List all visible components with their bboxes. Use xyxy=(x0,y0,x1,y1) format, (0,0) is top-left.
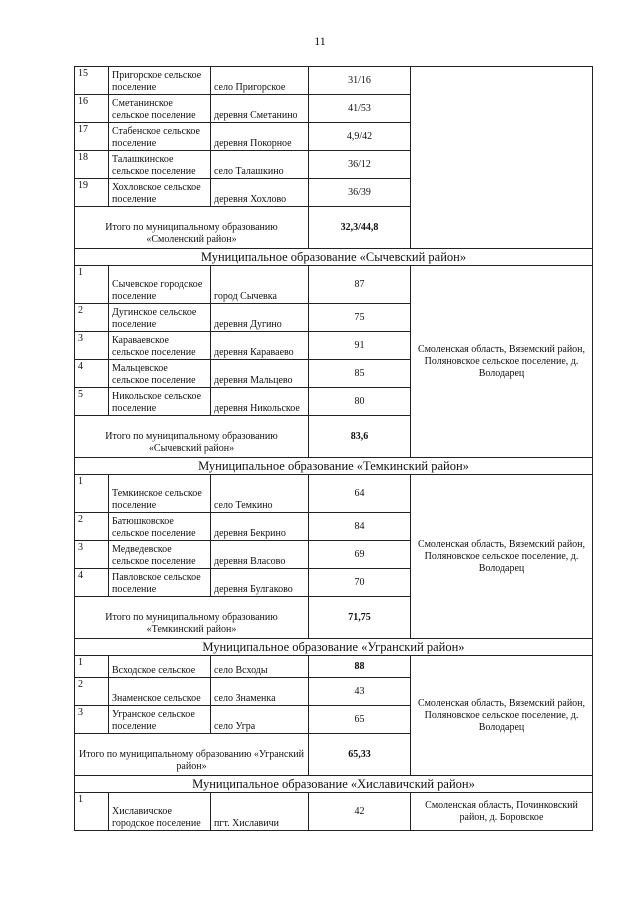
settlement-center: село Пригорское xyxy=(211,67,309,95)
settlement-center: город Сычевка xyxy=(211,266,309,304)
settlement-name: Хохловское сельское поселение xyxy=(109,179,211,207)
settlement-name: Дугинское сельское поселение xyxy=(109,304,211,332)
settlement-center: деревня Покорное xyxy=(211,123,309,151)
settlement-name: Павловское сельское поселение xyxy=(109,569,211,597)
section-header xyxy=(75,249,593,266)
row-number: 2 xyxy=(75,513,109,541)
section-title: Муниципальное образование «Хиславичский район» xyxy=(75,776,593,793)
settlement-center: деревня Никольское xyxy=(211,388,309,416)
distance-value: 36/39 xyxy=(309,179,411,207)
row-number: 4 xyxy=(75,360,109,388)
settlement-name: Мальцевское сельское поселение xyxy=(109,360,211,388)
section-title: Муниципальное образование «Сычевский район» xyxy=(75,249,593,266)
settlement-name: Батюшковское сельское поселение xyxy=(109,513,211,541)
destination-cell: Смоленская область, Вяземский район, Поляновское сельское поселение, д. Володарец xyxy=(411,266,593,458)
row-number: 2 xyxy=(75,304,109,332)
settlement-center: село Талашкино xyxy=(211,151,309,179)
row-number: 4 xyxy=(75,569,109,597)
distance-value: 80 xyxy=(309,388,411,416)
settlement-name: Всходское сельское xyxy=(109,656,211,678)
settlement-name: Угранское сельское поселение xyxy=(109,706,211,734)
row-number: 15 xyxy=(75,67,109,95)
distance-value: 85 xyxy=(309,360,411,388)
row-number: 16 xyxy=(75,95,109,123)
distance-value: 41/53 xyxy=(309,95,411,123)
distance-value: 65 xyxy=(309,706,411,734)
total-value: 32,3/44,8 xyxy=(309,207,411,249)
settlement-center: село Всходы xyxy=(211,656,309,678)
row-number: 3 xyxy=(75,541,109,569)
total-value: 83,6 xyxy=(309,416,411,458)
settlement-center: деревня Бекрино xyxy=(211,513,309,541)
row-number: 3 xyxy=(75,706,109,734)
settlement-center: деревня Власово xyxy=(211,541,309,569)
settlement-center: пгт. Хиславичи xyxy=(211,793,309,831)
settlement-name: Пригорское сельское поселение xyxy=(109,67,211,95)
distance-value: 4,9/42 xyxy=(309,123,411,151)
row-number: 1 xyxy=(75,656,109,678)
section-title: Муниципальное образование «Темкинский район» xyxy=(75,458,593,475)
settlement-center: деревня Дугино xyxy=(211,304,309,332)
row-number: 1 xyxy=(75,793,109,831)
section-header xyxy=(75,458,593,475)
distances-table xyxy=(74,66,593,831)
settlement-name: Медведевское сельское поселение xyxy=(109,541,211,569)
table-row xyxy=(75,67,593,95)
distance-value: 84 xyxy=(309,513,411,541)
settlement-center: село Знаменка xyxy=(211,678,309,706)
settlement-center: село Темкино xyxy=(211,475,309,513)
settlement-name: Темкинское сельское поселение xyxy=(109,475,211,513)
total-value: 71,75 xyxy=(309,597,411,639)
settlement-center: деревня Хохлово xyxy=(211,179,309,207)
section-header xyxy=(75,776,593,793)
total-label: Итого по муниципальному образованию «Сычевский район» xyxy=(75,416,309,458)
settlement-name: Никольское сельское поселение xyxy=(109,388,211,416)
row-number: 3 xyxy=(75,332,109,360)
distance-value: 88 xyxy=(309,656,411,678)
destination-cell: Смоленская область, Вяземский район, Поляновское сельское поселение, д. Володарец xyxy=(411,475,593,639)
row-number: 1 xyxy=(75,475,109,513)
total-label: Итого по муниципальному образованию «Темкинский район» xyxy=(75,597,309,639)
page-number: 11 xyxy=(314,34,326,48)
distance-value: 70 xyxy=(309,569,411,597)
settlement-center: село Угра xyxy=(211,706,309,734)
destination-cell: Смоленская область, Вяземский район, Поляновское сельское поселение, д. Володарец xyxy=(411,656,593,776)
row-number: 2 xyxy=(75,678,109,706)
distance-value: 91 xyxy=(309,332,411,360)
table-row xyxy=(75,266,593,304)
distance-value: 75 xyxy=(309,304,411,332)
settlement-name: Сметанинское сельское поселение xyxy=(109,95,211,123)
row-number: 5 xyxy=(75,388,109,416)
distance-value: 43 xyxy=(309,678,411,706)
settlement-name: Знаменское сельское xyxy=(109,678,211,706)
total-label: Итого по муниципальному образованию «Угранский район» xyxy=(75,734,309,776)
settlement-name: Сычевское городское поселение xyxy=(109,266,211,304)
distance-value: 36/12 xyxy=(309,151,411,179)
settlement-name: Хиславичское городское поселение xyxy=(109,793,211,831)
table-row xyxy=(75,475,593,513)
settlement-center: деревня Мальцево xyxy=(211,360,309,388)
distance-value: 31/16 xyxy=(309,67,411,95)
settlement-center: деревня Сметанино xyxy=(211,95,309,123)
row-number: 17 xyxy=(75,123,109,151)
destination-cell: Смоленская область, Починковский район, д. Боровское xyxy=(411,793,593,831)
distance-value: 69 xyxy=(309,541,411,569)
distance-value: 87 xyxy=(309,266,411,304)
row-number: 1 xyxy=(75,266,109,304)
total-value: 65,33 xyxy=(309,734,411,776)
settlement-name: Талашкинское сельское поселение xyxy=(109,151,211,179)
destination-cell xyxy=(411,67,593,249)
row-number: 19 xyxy=(75,179,109,207)
distance-value: 42 xyxy=(309,793,411,831)
total-label: Итого по муниципальному образованию «Смоленский район» xyxy=(75,207,309,249)
row-number: 18 xyxy=(75,151,109,179)
distance-value: 64 xyxy=(309,475,411,513)
settlement-center: деревня Булгаково xyxy=(211,569,309,597)
section-header xyxy=(75,639,593,656)
settlement-name: Караваевское сельское поселение xyxy=(109,332,211,360)
table-row xyxy=(75,793,593,831)
table-row xyxy=(75,656,593,678)
settlement-name: Стабенское сельское поселение xyxy=(109,123,211,151)
settlement-center: деревня Караваево xyxy=(211,332,309,360)
section-title: Муниципальное образование «Угранский район» xyxy=(75,639,593,656)
